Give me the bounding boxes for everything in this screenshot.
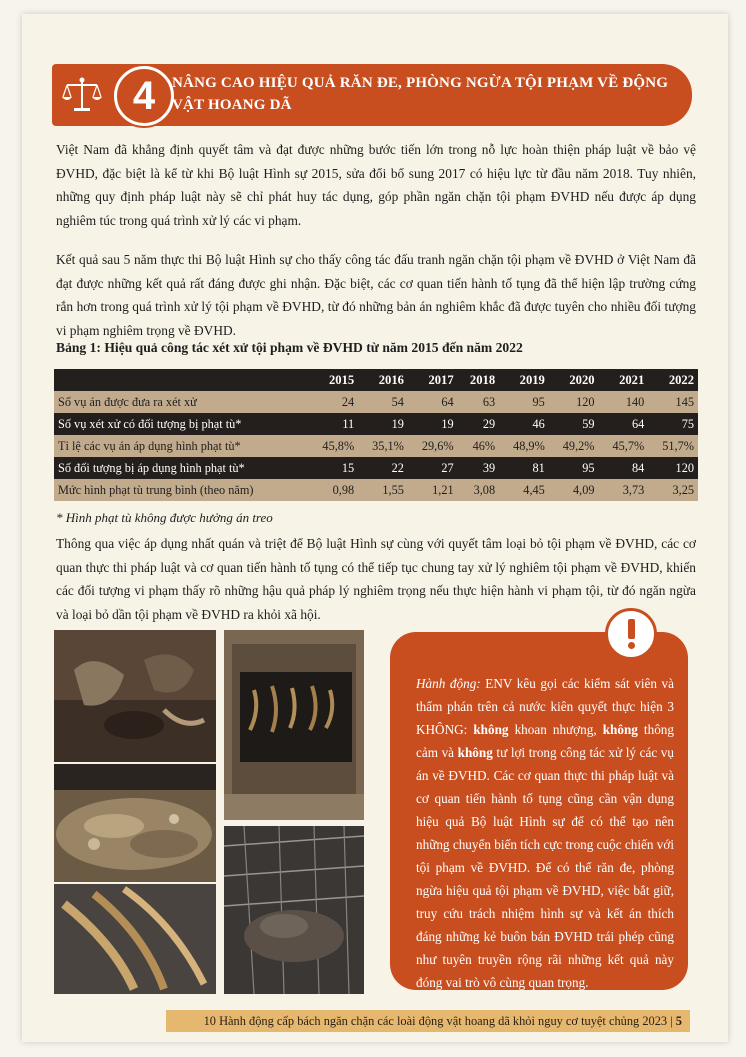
table-cell: 19 — [358, 413, 408, 435]
table-cell: 0,98 — [308, 479, 358, 501]
scales-of-justice-icon — [62, 76, 102, 114]
year-header: 2018 — [458, 369, 499, 391]
table-cell: 63 — [458, 391, 499, 413]
row-label: Tỉ lệ các vụ án áp dụng hình phạt tù* — [54, 435, 308, 457]
table-row — [54, 391, 698, 413]
year-header: 2017 — [408, 369, 458, 391]
table-corner — [54, 369, 308, 391]
header-left-block — [52, 64, 122, 126]
table-cell: 54 — [358, 391, 408, 413]
row-label: Số vụ xét xử có đối tượng bị phạt tù* — [54, 413, 308, 435]
page-sheet — [22, 14, 728, 1042]
table-cell: 64 — [408, 391, 458, 413]
sentencing-table — [54, 369, 698, 501]
table-cell: 95 — [499, 391, 549, 413]
table-cell: 29 — [458, 413, 499, 435]
section-title: NÂNG CAO HIỆU QUẢ RĂN ĐE, PHÒNG NGỪA TỘI PHẠM VỀ ĐỘNG VẬT HOANG DÃ — [172, 75, 669, 113]
table-cell: 95 — [549, 457, 599, 479]
table-cell: 46 — [499, 413, 549, 435]
table-cell: 45,8% — [308, 435, 358, 457]
callout-text-segment: tư lợi trong công tác xử lý các vụ án về ĐVHD. Các cơ quan thực thi pháp luật và cơ quan tiến hành tố tụng cũng cần vận dụng hiệu quả Bộ luật Hình sự để có thể tạo nên những chuyển biến tích cực trong cuộc chiến với tội phạm về ĐVHD. Để có thể răn đe, phòng ngừa hiệu quả tội phạm về ĐVHD, việc bắt giữ, truy cứu trách nhiệm hình sự và kết án thích đáng những kẻ buôn bán ĐVHD trái phép cũng như tuyên truyền rộng rãi những kết quả này đóng vai trò vô cùng quan trọng. — [416, 745, 674, 990]
table-cell: 1,21 — [408, 479, 458, 501]
table-cell: 84 — [599, 457, 649, 479]
paragraph-3: Thông qua việc áp dụng nhất quán và triệt để Bộ luật Hình sự cùng với quyết tâm loại bỏ tội phạm về ĐVHD, các cơ quan thực thi pháp luật và cơ quan tiến hành tố tụng có thể tiếp tục chung tay xử lý nghiêm tội phạm về ĐVHD, khiến các đối tượng vi phạm thấy rõ những hậu quả pháp lý nghiêm trọng nếu thực hiện hành vi phạm tội, từ đó ngăn ngừa và loại bỏ dần tội phạm về ĐVHD ra khỏi xã hội. — [56, 536, 696, 622]
paragraph-2: Kết quả sau 5 năm thực thi Bộ luật Hình sự cho thấy công tác đấu tranh ngăn chặn tội phạm về ĐVHD ở Việt Nam đã đạt được những kết quả rất đáng được ghi nhận. Đặc biệt, các cơ quan tiến hành tố tụng đã thể hiện lập trường cứng rắn hơn trong quá trình xử lý tội phạm về ĐVHD, từ đó những bản án nghiêm khắc đã được tuyên cho nhiều đối tượng vi phạm nghiêm trọng về ĐVHD. — [56, 252, 696, 338]
table-cell: 45,7% — [599, 435, 649, 457]
table-cell: 35,1% — [358, 435, 408, 457]
section-header — [52, 64, 692, 126]
row-label: Số đối tượng bị áp dụng hình phạt tù* — [54, 457, 308, 479]
callout-text-segment: ENV kêu gọi các kiểm sát viên và thẩm phán trên cả nước kiên quyết thực hiện 3 KHÔNG: — [416, 676, 674, 737]
table-cell: 19 — [408, 413, 458, 435]
table-cell: 15 — [308, 457, 358, 479]
table-footnote: * Hình phạt tù không được hưởng án treo — [56, 510, 273, 525]
section-number: 4 — [114, 66, 174, 126]
table-cell: 1,55 — [358, 479, 408, 501]
table-cell: 27 — [408, 457, 458, 479]
table-cell: 4,09 — [549, 479, 599, 501]
callout-emphasis: không — [457, 745, 493, 760]
action-callout — [390, 632, 688, 990]
table-cell: 22 — [358, 457, 408, 479]
table-cell: 48,9% — [499, 435, 549, 457]
table-cell: 4,45 — [499, 479, 549, 501]
year-header: 2016 — [358, 369, 408, 391]
table-cell: 64 — [599, 413, 649, 435]
page-number: 5 — [675, 1014, 682, 1028]
year-header: 2021 — [599, 369, 649, 391]
table-cell: 3,73 — [599, 479, 649, 501]
year-header: 2019 — [499, 369, 549, 391]
row-label: Mức hình phạt tù trung bình (theo năm) — [54, 479, 308, 501]
table-cell: 120 — [549, 391, 599, 413]
table-cell: 46% — [458, 435, 499, 457]
table-cell: 145 — [648, 391, 698, 413]
callout-text — [416, 672, 674, 994]
callout-lead: Hành động: — [416, 676, 481, 691]
row-label: Số vụ án được đưa ra xét xử — [54, 391, 308, 413]
seized-wildlife-photo-1 — [54, 630, 216, 762]
exclamation-dot — [628, 642, 635, 649]
table-header-row — [54, 369, 698, 391]
year-header: 2015 — [308, 369, 358, 391]
table-cell: 49,2% — [549, 435, 599, 457]
table-row — [54, 435, 698, 457]
table-row — [54, 457, 698, 479]
table-cell: 3,25 — [648, 479, 698, 501]
table-cell: 140 — [599, 391, 649, 413]
table-cell: 29,6% — [408, 435, 458, 457]
exclamation-icon — [605, 608, 657, 660]
table-cell: 51,7% — [648, 435, 698, 457]
table-cell: 75 — [648, 413, 698, 435]
table-row — [54, 413, 698, 435]
table-cell: 39 — [458, 457, 499, 479]
table-cell: 24 — [308, 391, 358, 413]
page-footer — [166, 1010, 690, 1032]
table-cell: 11 — [308, 413, 358, 435]
exclamation-bar — [628, 619, 635, 639]
callout-emphasis: không — [473, 722, 509, 737]
seized-wildlife-photo-4 — [224, 630, 364, 820]
callout-text-segment: khoan nhượng, — [508, 722, 603, 737]
table-cell: 120 — [648, 457, 698, 479]
seized-wildlife-photo-3 — [54, 884, 216, 994]
table-cell: 59 — [549, 413, 599, 435]
callout-text-segment: thông cảm và — [416, 722, 674, 760]
paragraph-1: Việt Nam đã khẳng định quyết tâm và đạt được những bước tiến lớn trong nỗ lực hoàn thiện pháp luật về bảo vệ ĐVHD, đặc biệt là kể từ khi Bộ luật Hình sự 2015, sửa đổi bổ sung 2017 có hiệu lực từ đầu năm 2018. Tuy nhiên, những quy định pháp luật này sẽ chỉ phát huy tác dụng, góp phần ngăn chặn tội phạm ĐVHD nếu được áp dụng nghiêm túc trong quá trình xử lý các vi phạm. — [56, 142, 696, 228]
seized-wildlife-photo-5 — [224, 826, 364, 994]
seized-wildlife-photo-2 — [54, 764, 216, 882]
table-cell: 3,08 — [458, 479, 499, 501]
year-header: 2022 — [648, 369, 698, 391]
callout-emphasis: không — [602, 722, 638, 737]
table-row — [54, 479, 698, 501]
table-title: Bảng 1: Hiệu quả công tác xét xử tội phạm về ĐVHD từ năm 2015 đến năm 2022 — [56, 340, 523, 355]
table-cell: 81 — [499, 457, 549, 479]
year-header: 2020 — [549, 369, 599, 391]
footer-text: 10 Hành động cấp bách ngăn chặn các loài động vật hoang dã khỏi nguy cơ tuyệt chủng 2023 | — [203, 1014, 676, 1028]
